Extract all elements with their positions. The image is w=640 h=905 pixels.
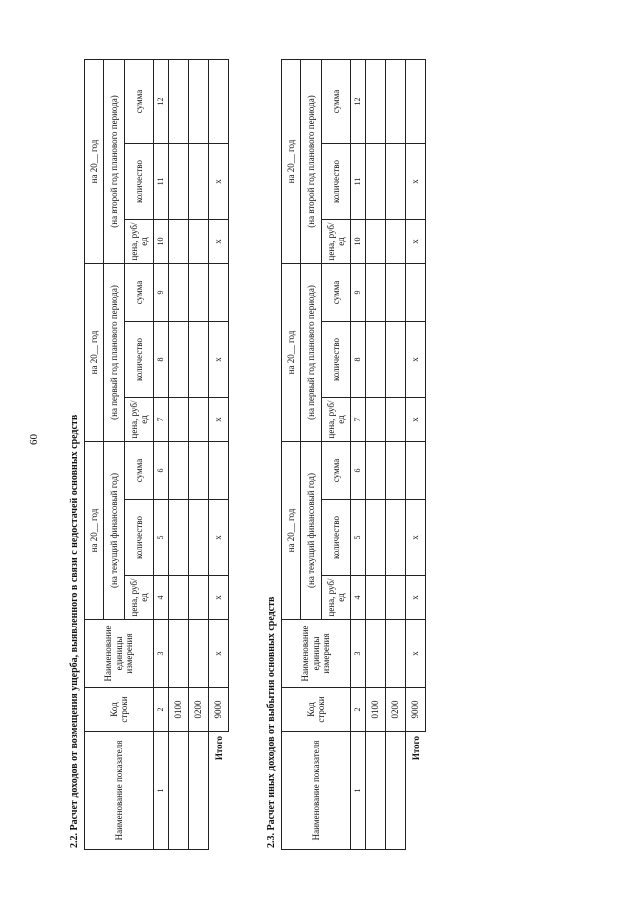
column-number: 2 — [154, 688, 169, 732]
column-number: 8 — [154, 322, 169, 398]
price-header: цена, руб/ед — [125, 576, 154, 620]
x-mark: x — [209, 576, 229, 620]
cell — [406, 442, 426, 500]
period-year-header: на 20__ год — [282, 264, 301, 442]
column-number: 3 — [351, 620, 366, 688]
total-code: 9000 — [406, 688, 426, 732]
cell — [209, 442, 229, 500]
cell — [366, 732, 386, 850]
column-number: 10 — [351, 220, 366, 264]
section-2-3 — [263, 60, 463, 850]
column-number: 12 — [351, 60, 366, 144]
column-number: 6 — [351, 442, 366, 500]
column-number: 6 — [154, 442, 169, 500]
column-number: 4 — [154, 576, 169, 620]
quantity-header: количество — [125, 144, 154, 220]
name-column-header: Наименование показателя — [282, 732, 351, 850]
cell — [386, 442, 406, 500]
cell — [169, 264, 189, 322]
period-sub-header: (на текущий финансовый год) — [104, 442, 125, 620]
column-number: 2 — [351, 688, 366, 732]
cell — [386, 732, 406, 850]
x-mark: x — [406, 322, 426, 398]
column-number: 4 — [351, 576, 366, 620]
sum-header: сумма — [322, 442, 351, 500]
column-number: 5 — [351, 500, 366, 576]
unit-column-header: Наименование единицы измерения — [282, 620, 351, 688]
column-number: 11 — [154, 144, 169, 220]
cell — [366, 500, 386, 576]
x-mark: x — [406, 144, 426, 220]
section-title: 2.2. Расчет доходов от возмещения ущерба, выявленного в связи с недостачей основных средств — [69, 414, 80, 848]
x-mark: x — [209, 398, 229, 442]
column-number: 9 — [351, 264, 366, 322]
column-number: 1 — [351, 732, 366, 850]
x-mark: x — [406, 398, 426, 442]
row-code: 0100 — [169, 688, 189, 732]
cell — [169, 60, 189, 144]
column-number: 7 — [351, 398, 366, 442]
quantity-header: количество — [322, 500, 351, 576]
row-code: 0200 — [189, 688, 209, 732]
cell — [366, 264, 386, 322]
cell — [386, 220, 406, 264]
table-row — [386, 60, 406, 850]
quantity-header: количество — [125, 322, 154, 398]
total-label: Итого — [410, 736, 421, 761]
unit-column-header: Наименование единицы измерения — [85, 620, 154, 688]
period-year-header: на 20__ год — [85, 442, 104, 620]
cell — [386, 500, 406, 576]
total-label: Итого — [213, 736, 224, 761]
cell — [386, 264, 406, 322]
cell — [406, 60, 426, 144]
column-number: 9 — [154, 264, 169, 322]
column-number-row — [351, 60, 366, 850]
cell — [366, 60, 386, 144]
period-sub-header: (на второй год планового периода) — [301, 60, 322, 264]
name-column-header: Наименование показателя — [85, 732, 154, 850]
column-number: 11 — [351, 144, 366, 220]
cell — [189, 60, 209, 144]
code-column-header: Код строки — [85, 688, 154, 732]
cell — [169, 500, 189, 576]
period-year-header: на 20__ год — [85, 60, 104, 264]
cell — [366, 220, 386, 264]
cell — [189, 732, 209, 850]
column-number: 7 — [154, 398, 169, 442]
cell — [189, 500, 209, 576]
cell — [169, 220, 189, 264]
period-sub-header: (на первый год планового периода) — [301, 264, 322, 442]
code-column-header: Код строки — [282, 688, 351, 732]
cell — [366, 620, 386, 688]
quantity-header: количество — [322, 322, 351, 398]
x-mark: x — [209, 144, 229, 220]
cell — [366, 576, 386, 620]
cell — [169, 144, 189, 220]
price-header: цена, руб/ед — [125, 220, 154, 264]
period-sub-header: (на текущий финансовый год) — [301, 442, 322, 620]
period-sub-header: (на второй год планового периода) — [104, 60, 125, 264]
cell — [189, 322, 209, 398]
cell — [366, 322, 386, 398]
cell — [366, 144, 386, 220]
table-row — [189, 60, 209, 850]
income-table — [281, 59, 426, 850]
sum-header: сумма — [322, 264, 351, 322]
cell — [386, 144, 406, 220]
cell — [169, 576, 189, 620]
cell — [189, 442, 209, 500]
cell — [169, 732, 189, 850]
cell — [189, 398, 209, 442]
section-2-2 — [66, 60, 266, 850]
quantity-header: количество — [322, 144, 351, 220]
sum-header: сумма — [125, 264, 154, 322]
table-row — [366, 60, 386, 850]
table-row — [169, 60, 189, 850]
sum-header: сумма — [125, 60, 154, 144]
total-row — [209, 60, 229, 850]
section-title: 2.3. Расчет иных доходов от выбытия основных средств — [266, 596, 277, 848]
cell — [386, 398, 406, 442]
x-mark: x — [406, 500, 426, 576]
cell — [386, 620, 406, 688]
column-number: 1 — [154, 732, 169, 850]
total-code: 9000 — [209, 688, 229, 732]
row-code: 0200 — [386, 688, 406, 732]
total-row — [406, 60, 426, 850]
cell — [189, 144, 209, 220]
x-mark: x — [406, 220, 426, 264]
cell — [189, 620, 209, 688]
cell — [189, 220, 209, 264]
cell — [189, 264, 209, 322]
sum-header: сумма — [322, 60, 351, 144]
sum-header: сумма — [125, 442, 154, 500]
column-number: 10 — [154, 220, 169, 264]
period-year-header: на 20__ год — [85, 264, 104, 442]
period-year-header: на 20__ год — [282, 60, 301, 264]
cell — [406, 264, 426, 322]
column-number-row — [154, 60, 169, 850]
price-header: цена, руб/ед — [322, 576, 351, 620]
x-mark: x — [209, 620, 229, 688]
x-mark: x — [209, 322, 229, 398]
period-sub-header: (на первый год планового периода) — [104, 264, 125, 442]
x-mark: x — [406, 620, 426, 688]
x-mark: x — [209, 220, 229, 264]
period-year-header: на 20__ год — [282, 442, 301, 620]
cell — [209, 264, 229, 322]
cell — [366, 442, 386, 500]
price-header: цена, руб/ед — [322, 398, 351, 442]
cell — [169, 620, 189, 688]
income-table — [84, 59, 229, 850]
cell — [386, 576, 406, 620]
page-number: 60 — [28, 434, 40, 445]
x-mark: x — [209, 500, 229, 576]
column-number: 12 — [154, 60, 169, 144]
cell — [169, 442, 189, 500]
cell — [169, 322, 189, 398]
column-number: 8 — [351, 322, 366, 398]
column-number: 3 — [154, 620, 169, 688]
price-header: цена, руб/ед — [125, 398, 154, 442]
column-number: 5 — [154, 500, 169, 576]
x-mark: x — [406, 576, 426, 620]
cell — [366, 398, 386, 442]
cell — [189, 576, 209, 620]
cell — [386, 322, 406, 398]
cell — [169, 398, 189, 442]
quantity-header: количество — [125, 500, 154, 576]
cell — [386, 60, 406, 144]
row-code: 0100 — [366, 688, 386, 732]
price-header: цена, руб/ед — [322, 220, 351, 264]
cell — [209, 60, 229, 144]
